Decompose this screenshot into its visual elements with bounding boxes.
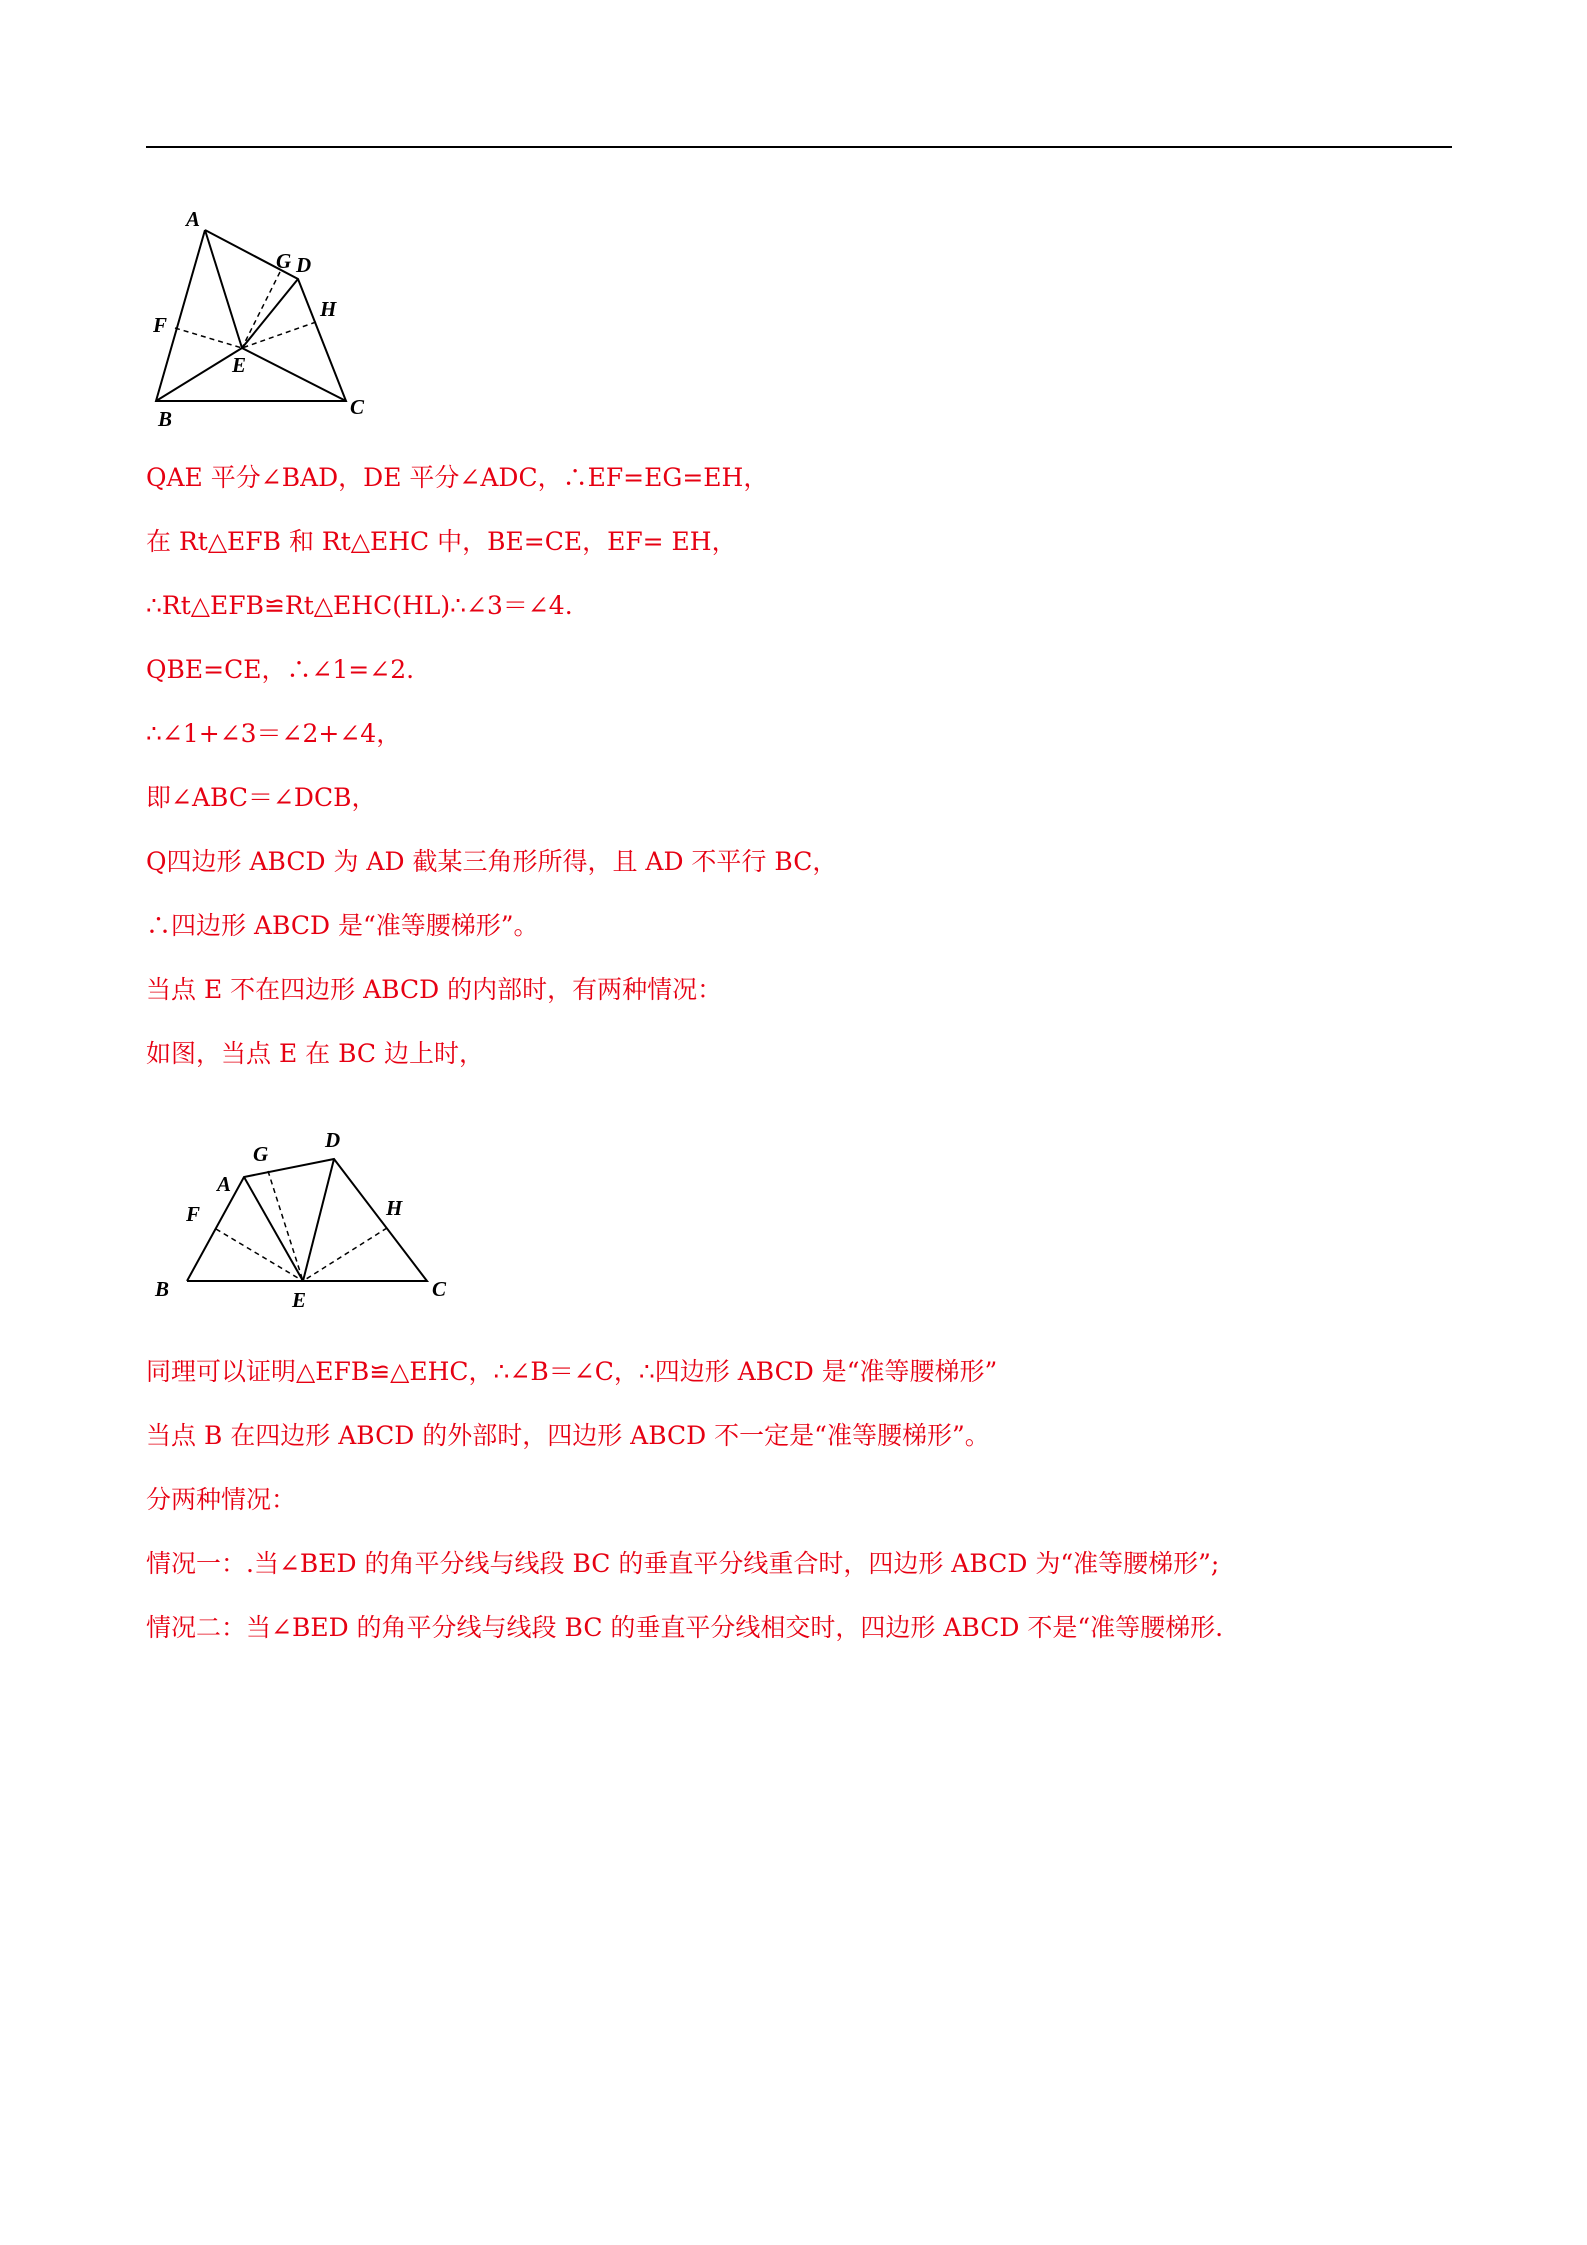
segment-AE: [244, 1177, 303, 1281]
text-line: 如图，当点 E 在 BC 边上时，: [146, 1039, 485, 1068]
text-line: 分两种情况：: [146, 1485, 297, 1514]
segment-CE: [242, 348, 346, 401]
text-line: Q四边形 ABCD 为 AD 截某三角形所得，且 AD 不平行 BC，: [146, 847, 838, 876]
figure-quadrilateral-interior: [140, 200, 400, 440]
text-line: 情况二：当∠BED 的角平分线与线段 BC 的垂直平分线相交时，四边形 ABCD 不是“准等腰梯形.: [146, 1613, 1224, 1642]
text-line: 当点 B 在四边形 ABCD 的外部时，四边形 ABCD 不一定是“准等腰梯形”。: [146, 1421, 990, 1450]
label-E: E: [292, 1288, 307, 1312]
label-E: E: [232, 353, 247, 377]
text-line: ∴Rt△EFB≌Rt△EHC(HL)∴∠3＝∠4.: [146, 591, 573, 620]
text-line: QBE=CE，∴∠1=∠2.: [146, 655, 415, 684]
header-rule: [146, 146, 1452, 148]
label-G: G: [253, 1142, 269, 1166]
label-F: F: [153, 313, 168, 337]
quad-outline: [156, 230, 346, 401]
dashed-EF: [216, 1229, 303, 1281]
label-A: A: [217, 1172, 232, 1196]
label-A: A: [186, 207, 201, 231]
label-D: D: [325, 1128, 341, 1152]
label-C: C: [350, 395, 365, 419]
text-line: 在 Rt△EFB 和 Rt△EHC 中，BE=CE，EF= EH，: [146, 527, 737, 556]
figure-point-e-on-bc: [140, 1115, 470, 1315]
text-line: QAE 平分∠BAD，DE 平分∠ADC，∴EF=EG=EH，: [146, 463, 769, 492]
text-line: 当点 E 不在四边形 ABCD 的内部时，有两种情况：: [146, 975, 723, 1004]
text-line: 即∠ABC＝∠DCB，: [146, 783, 377, 812]
label-F: F: [186, 1202, 201, 1226]
dashed-EH: [303, 1228, 387, 1281]
text-line: ∴∠1+∠3＝∠2+∠4，: [146, 719, 402, 748]
dashed-EF: [175, 328, 242, 348]
label-D: D: [296, 253, 312, 277]
dashed-EG: [242, 272, 280, 348]
label-B: B: [158, 407, 173, 431]
text-line: ∴四边形 ABCD 是“准等腰梯形”。: [146, 911, 539, 940]
label-C: C: [432, 1277, 447, 1301]
label-G: G: [276, 249, 292, 273]
label-H: H: [320, 297, 337, 321]
dashed-EG: [268, 1171, 303, 1281]
segment-DE: [303, 1159, 334, 1281]
label-H: H: [386, 1196, 403, 1220]
text-line: 情况一：.当∠BED 的角平分线与线段 BC 的垂直平分线重合时，四边形 ABCD 为“准等腰梯形”;: [146, 1549, 1220, 1578]
text-line: 同理可以证明△EFB≌△EHC，∴∠B＝∠C，∴四边形 ABCD 是“准等腰梯形”: [146, 1357, 998, 1386]
label-B: B: [155, 1277, 170, 1301]
